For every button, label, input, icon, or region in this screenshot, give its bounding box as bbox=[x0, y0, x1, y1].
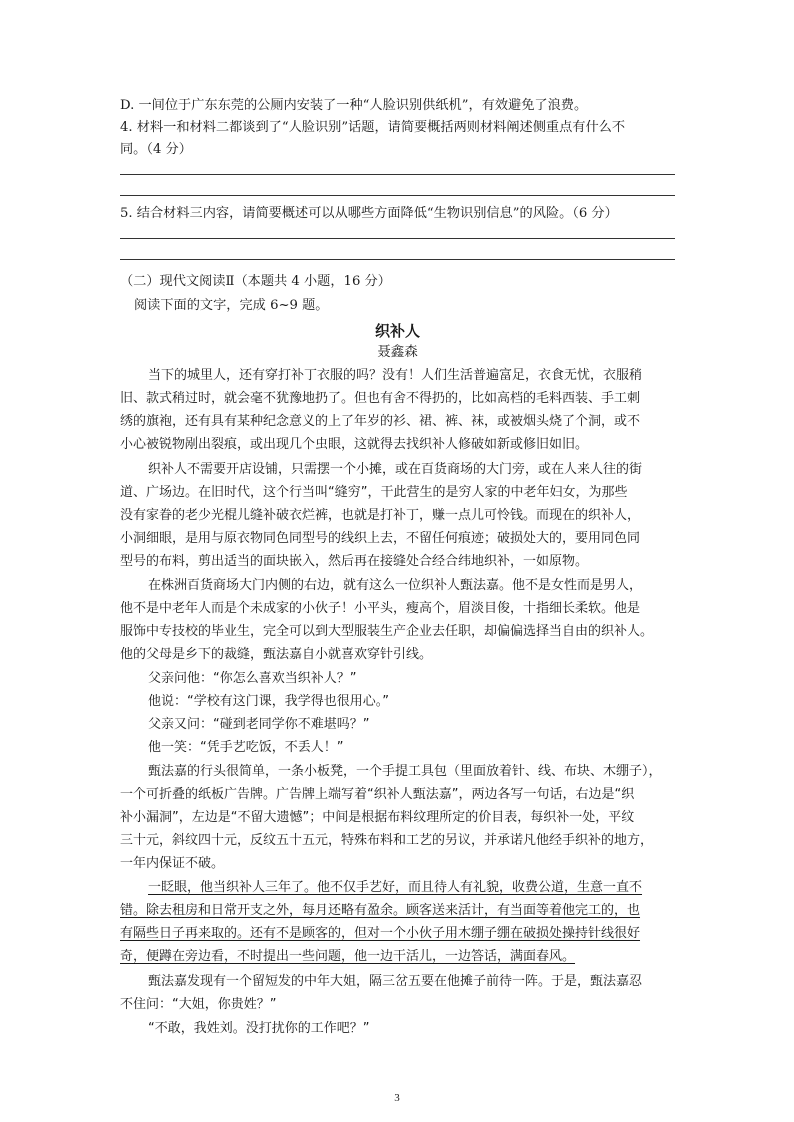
answer-line-4 bbox=[120, 259, 675, 260]
story-line: 三十元，斜纹四十元，反纹五十五元，特殊布料和工艺的另议，并承诺凡他经手织补的地方， bbox=[120, 833, 654, 848]
story-line: 他不是中老年人而是个未成家的小伙子！小平头，瘦高个，眉淡目俊，十指细长柔软。他是 bbox=[120, 601, 641, 616]
story-line: 在株洲百货商场大门内侧的右边，就有这么一位织补人甄法嘉。他不是女性而是男人， bbox=[148, 578, 643, 593]
story-author: 聂鑫森 bbox=[377, 344, 418, 360]
story-line: 型号的布料，剪出适当的面块嵌入，然后再在接缝处合经合纬地织补，一如原物。 bbox=[120, 554, 589, 569]
story-line: 小心被锐物剐出裂痕，或出现几个虫眼，这就得去找织补人修破如新或修旧如旧。 bbox=[120, 437, 589, 452]
story-line: 父亲问他：“你怎么喜欢当织补人？” bbox=[148, 671, 357, 686]
story-line: 甄法嘉的行头很简单，一条小板凳，一个手提工具包（里面放着针、线、布块、木绷子）， bbox=[148, 764, 662, 779]
story-line: 他说：“学校有这门课，我学得也很用心。” bbox=[148, 694, 389, 709]
story-line: 没有家眷的老少光棍儿缝补破衣烂裤，也就是打补丁，赚一点儿可怜钱。而现在的织补人， bbox=[120, 508, 641, 523]
story-line: 织补人不需要开店设铺，只需摆一个小摊，或在百货商场的大门旁，或在人来人往的街 bbox=[148, 462, 643, 477]
page-number: 3 bbox=[394, 1092, 400, 1104]
story-line: 他的父母是乡下的裁缝，甄法嘉自小就喜欢穿针引线。 bbox=[120, 647, 433, 662]
story-line: 一年内保证不破。 bbox=[120, 856, 225, 871]
story-line-underlined: 一眨眼，他当织补人三年了。他不仅手艺好，而且待人有礼貌，收费公道，生意一直不 bbox=[148, 880, 643, 895]
story-line: 补小漏洞”，左边是“不留大遗憾”；中间是根据布料纹理所定的价目表，每织补一处，平纹 bbox=[120, 810, 635, 825]
question-5: 5. 结合材料三内容，请简要概述可以从哪些方面降低“生物识别信息”的风险。（6 分） bbox=[120, 206, 618, 221]
story-line-underlined: 奇，便蹲在旁边看，不时提出一些问题，他一边干活儿，一边答话，满面春风。 bbox=[120, 949, 576, 964]
question-4-line-1: 4. 材料一和材料二都谈到了“人脸识别”话题，请简要概括两则材料阐述侧重点有什么不 bbox=[120, 120, 626, 135]
story-line: 他一笑：“凭手艺吃饭，不丢人！” bbox=[148, 740, 344, 755]
story-line-underlined: 错。除去租房和日常开支之外，每月还略有盈余。顾客送来活计，有当面等着他完工的，也 bbox=[120, 903, 641, 918]
question-4-line-2: 同。（4 分） bbox=[120, 142, 192, 157]
story-line: 父亲又问：“碰到老同学你不难堪吗？” bbox=[148, 717, 370, 732]
answer-line-1 bbox=[120, 174, 675, 175]
section-heading: （二）现代文阅读Ⅱ（本题共 4 小题，16 分） bbox=[120, 274, 391, 289]
answer-line-3 bbox=[120, 238, 675, 239]
answer-line-2 bbox=[120, 195, 675, 196]
section-instruction: 阅读下面的文字，完成 6~9 题。 bbox=[134, 298, 329, 313]
story-line: 旧、款式稍过时，就会毫不犹豫地扔了。但也有舍不得扔的，比如高档的毛料西装、手工刺 bbox=[120, 391, 641, 406]
story-line: 一个可折叠的纸板广告牌。广告牌上端写着“织补人甄法嘉”，两边各写一句话，右边是“织 bbox=[120, 787, 635, 802]
story-line: “不敢，我姓刘。没打扰你的工作吧？” bbox=[148, 1021, 370, 1036]
story-line: 小洞细眼，是用与原衣物同色同型号的线织上去，不留任何痕迹；破损处大的，要用同色同 bbox=[120, 531, 641, 546]
story-line: 道、广场边。在旧时代，这个行当叫“缝穷”，干此营生的是穷人家的中老年妇女，为那些 bbox=[120, 485, 628, 500]
story-line: 服饰中专技校的毕业生，完全可以到大型服装生产企业去任职，却偏偏选择当自由的织补人。 bbox=[120, 624, 654, 639]
story-line: 甄法嘉发现有一个留短发的中年大姐，隔三岔五要在他摊子前待一阵。于是，甄法嘉忍 bbox=[148, 974, 643, 989]
question-option-d: D. 一间位于广东东莞的公厕内安装了一种“人脸识别供纸机”，有效避免了浪费。 bbox=[120, 98, 588, 113]
story-line: 不住问：“大姐，你贵姓？” bbox=[120, 997, 277, 1012]
story-line: 当下的城里人，还有穿打补丁衣服的吗？没有！人们生活普遍富足，衣食无忧，衣服稍 bbox=[148, 368, 643, 383]
story-line: 绣的旗袍，还有具有某种纪念意义的上了年岁的衫、裙、裤、袜，或被烟头烧了个洞，或不 bbox=[120, 414, 641, 429]
story-line-underlined: 有隔些日子再来取的。还有不是顾客的，但对一个小伙子用木绷子绷在破损处操持针线很好 bbox=[120, 926, 641, 941]
story-title: 织补人 bbox=[374, 322, 420, 340]
